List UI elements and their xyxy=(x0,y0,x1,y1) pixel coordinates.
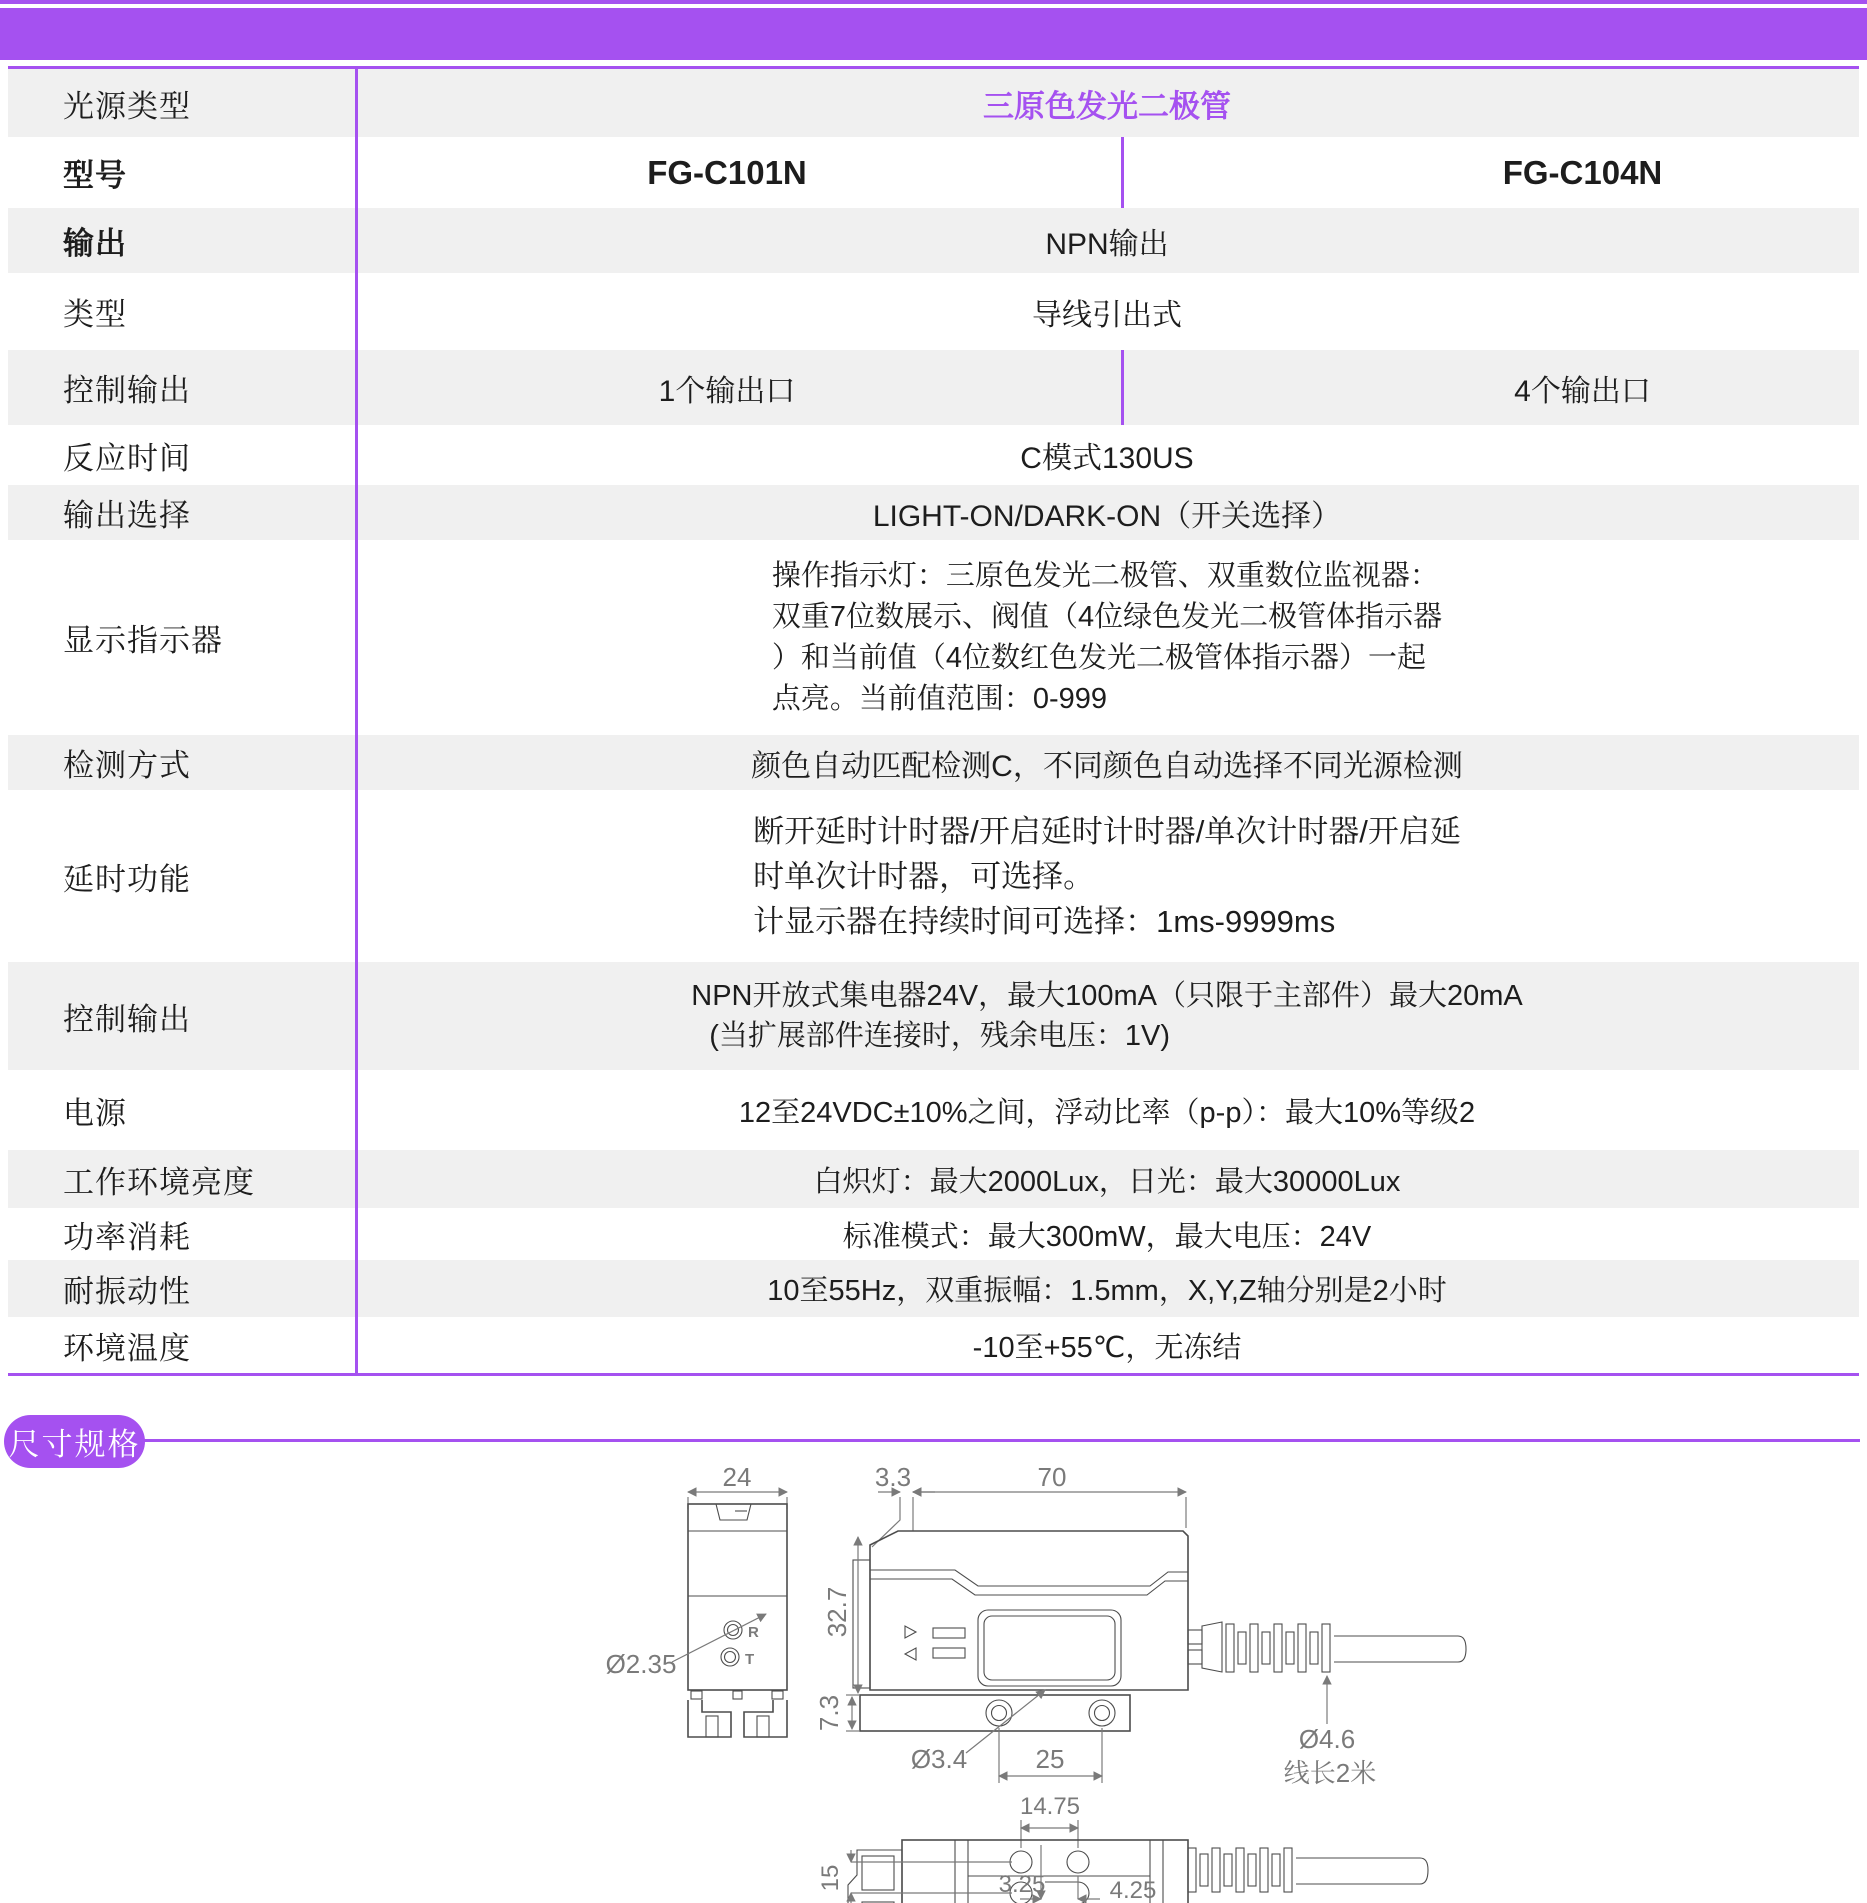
spec-value: 三原色发光二极管 xyxy=(983,88,1231,124)
cable-diameter-dim: Ø4.6 xyxy=(1298,1724,1356,1754)
spec-label: 显示指示器 xyxy=(63,623,223,658)
top-view-drawing xyxy=(817,1793,1428,1903)
spec-value: 10至55Hz，双重振幅：1.5mm，X,Y,Z轴分别是2小时 xyxy=(767,1275,1447,1307)
output-count-left: 1个输出口 xyxy=(658,374,796,408)
spec-label: 检测方式 xyxy=(63,748,191,783)
spec-label: 输出 xyxy=(63,226,127,261)
side-view-drawing xyxy=(814,1462,1466,1788)
spec-value: 标准模式：最大300mW，最大电压：24V xyxy=(842,1220,1372,1253)
output-count-right: 4个输出口 xyxy=(1514,374,1651,408)
side-hole-dim: Ø3.4 xyxy=(910,1744,968,1774)
top-offset-b-dim: 4.25 xyxy=(1109,1877,1157,1903)
receiver-label: R xyxy=(748,1624,759,1641)
spec-label: 反应时间 xyxy=(63,440,191,476)
spec-value: 白炽灯：最大2000Lux，日光：最大30000Lux xyxy=(813,1165,1401,1198)
spec-label: 功率消耗 xyxy=(63,1219,191,1255)
spec-value-multiline: 操作指示灯：三原色发光二极管、双重数位监视器： 双重7位数展示、阀值（4位绿色发光二极管体指示器 ）和当前值（4位数红色发光二极管体指示器）一起 点亮。当前值范围：0-999 xyxy=(771,559,1443,715)
top-offset-a-dim: 3.25 xyxy=(998,1871,1046,1898)
spec-value: C模式130US xyxy=(1020,442,1194,475)
spec-value-multiline: 断开延时计时器/开启延时计时器/单次计时器/开启延 时单次计时器，可选择。 计显示器在持续时间可选择：1ms-9999ms xyxy=(753,813,1461,939)
section-title: 尺寸规格 xyxy=(8,1427,141,1462)
spec-label: 控制输出 xyxy=(63,373,191,408)
spec-label: 延时功能 xyxy=(63,861,191,897)
top-width-dim: 15 xyxy=(817,1864,844,1892)
cable-length-label: 线长2米 xyxy=(1283,1758,1377,1788)
front-hole-dim: Ø2.35 xyxy=(605,1649,677,1679)
spec-label: 耐振动性 xyxy=(63,1274,191,1309)
spec-value: LIGHT-ON/DARK-ON（开关选择） xyxy=(872,499,1342,533)
spec-label: 类型 xyxy=(63,297,127,332)
model-right: FG-C104N xyxy=(1502,153,1663,191)
side-height-dim: 32.7 xyxy=(822,1586,852,1638)
side-base-dim: 7.3 xyxy=(814,1694,844,1732)
spec-value: -10至+55℃，无冻结 xyxy=(972,1331,1242,1364)
spec-value: 颜色自动匹配检测C，不同颜色自动选择不同光源检测 xyxy=(751,749,1463,783)
side-offset-dim: 3.3 xyxy=(874,1462,912,1492)
top-pitch-dim: 14.75 xyxy=(1019,1793,1081,1820)
spec-label: 光源类型 xyxy=(63,88,191,124)
spec-value: NPN输出 xyxy=(1045,227,1169,261)
model-left: FG-C101N xyxy=(647,153,807,191)
side-length-dim: 70 xyxy=(1037,1462,1067,1492)
front-view-drawing xyxy=(606,1462,787,1737)
spec-label: 环境温度 xyxy=(63,1330,191,1366)
spec-label: 输出选择 xyxy=(63,498,191,533)
spec-label: 型号 xyxy=(63,158,127,193)
spec-label: 控制输出 xyxy=(63,1001,191,1037)
transmitter-label: T xyxy=(745,1651,755,1668)
side-pitch-dim: 25 xyxy=(1035,1744,1065,1774)
spec-value: 12至24VDC±10%之间，浮动比率（p-p）：最大10%等级2 xyxy=(738,1096,1476,1129)
spec-value: 导线引出式 xyxy=(1032,298,1182,332)
spec-label: 电源 xyxy=(63,1095,127,1131)
spec-label: 工作环境亮度 xyxy=(63,1164,255,1200)
front-width-dim: 24 xyxy=(722,1462,752,1492)
spec-value-multiline: NPN开放式集电器24V，最大100mA（只限于主部件）最大20mA (当扩展部件连接时，残余电压：1V) xyxy=(691,980,1523,1052)
